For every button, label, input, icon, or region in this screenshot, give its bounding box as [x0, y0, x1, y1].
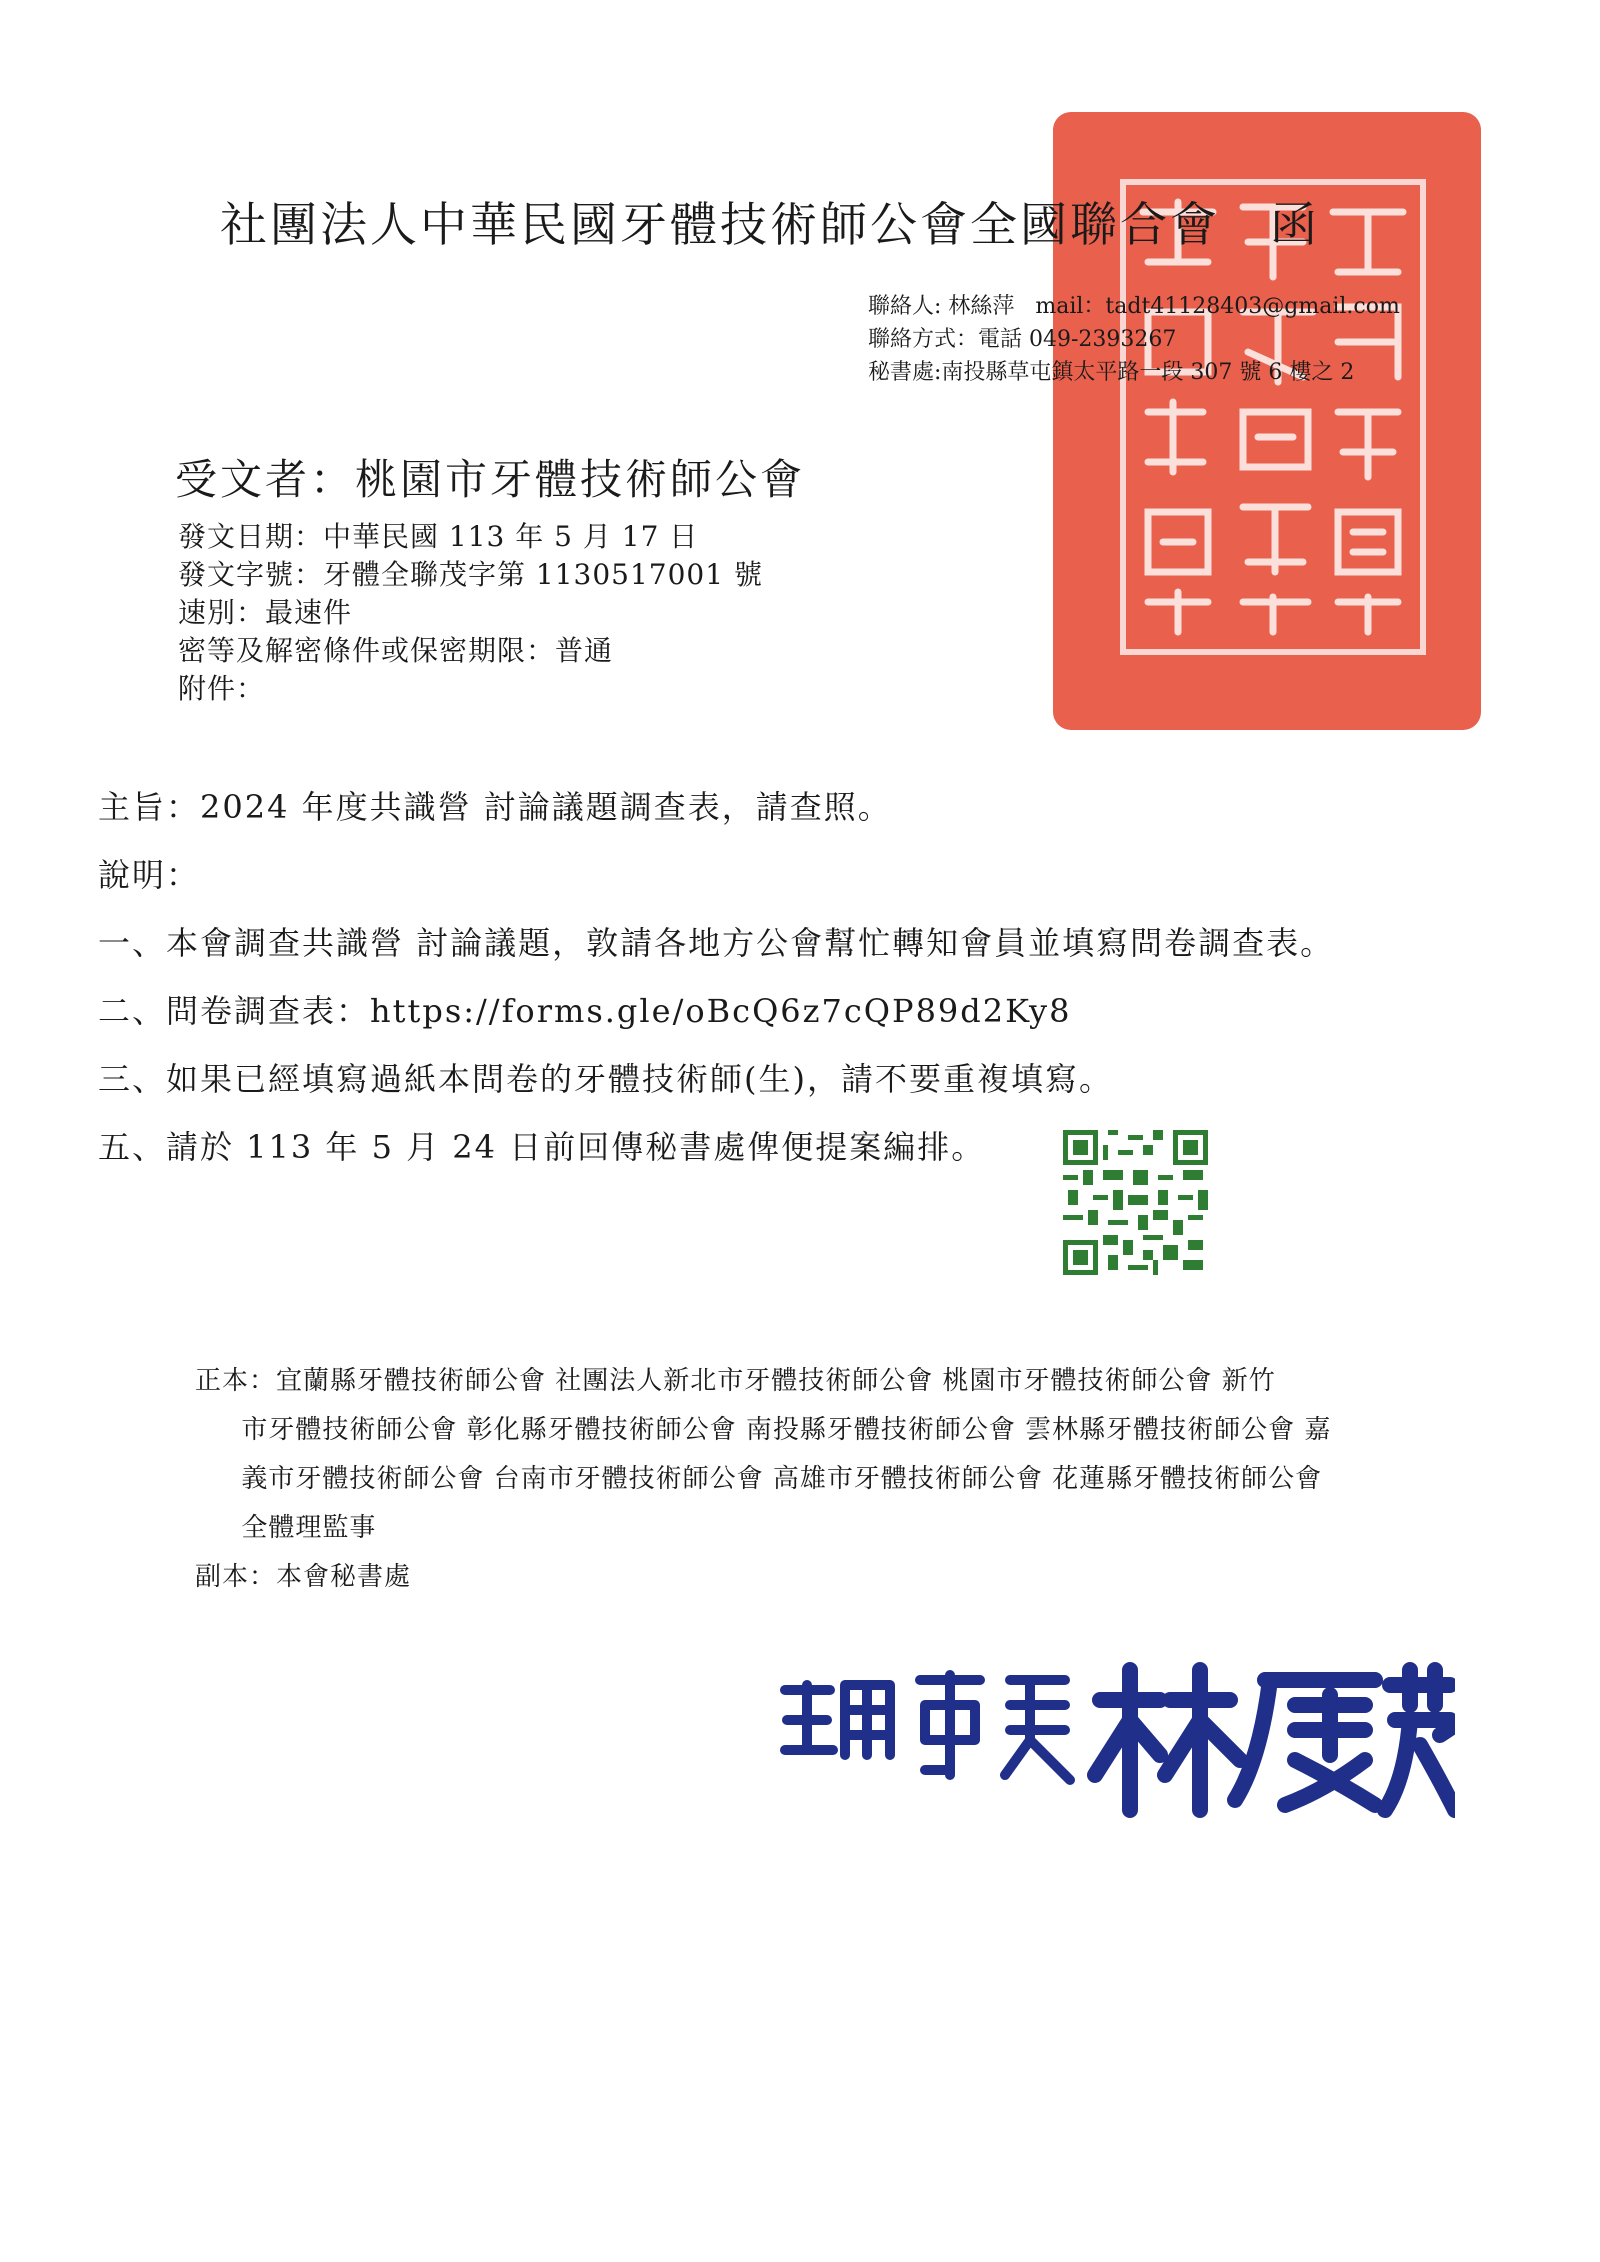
original-recipients-line-2: 市牙體技術師公會 彰化縣牙體技術師公會 南投縣牙體技術師公會 雲林縣牙體技術師公會 嘉 — [195, 1415, 1332, 1445]
document-title: 社團法人中華民國牙體技術師公會全國聯合會 函 — [220, 198, 1320, 253]
contact-info — [868, 290, 1400, 389]
document-number: 發文字號：牙體全聯茂字第 1130517001 號 — [178, 558, 763, 591]
confidentiality: 密等及解密條件或保密期限：普通 — [178, 634, 614, 667]
contact-person: 聯絡人: 林絲萍 mail：tadt41128403@gmail.com — [868, 294, 1400, 319]
issue-date: 發文日期：中華民國 113 年 5 月 17 日 — [178, 520, 699, 553]
contact-address: 秘書處:南投縣草屯鎮太平路一段 307 號 6 樓之 2 — [868, 360, 1355, 385]
original-recipients-line-4: 全體理監事 — [195, 1513, 377, 1543]
explanation-label: 說明： — [98, 856, 201, 894]
contact-phone: 聯絡方式：電話 049-2393267 — [868, 327, 1177, 352]
item-3: 三、如果已經填寫過紙本問卷的牙體技術師(生)，請不要重複填寫。 — [98, 1060, 1113, 1098]
item-1: 一、本會調查共識營 討論議題，敦請各地方公會幫忙轉知會員並填寫問卷調查表。 — [98, 924, 1335, 962]
copy-recipients: 副本：本會秘書處 — [195, 1562, 412, 1592]
distribution-list — [195, 1357, 1331, 1602]
item-5: 五、請於 113 年 5 月 24 日前回傳秘書處俾便提案編排。 — [98, 1128, 986, 1166]
recipient: 受文者：桃園市牙體技術師公會 — [175, 455, 806, 504]
urgency: 速別：最速件 — [178, 596, 353, 629]
chairman-signature — [775, 1650, 1455, 1820]
document-meta — [178, 518, 763, 708]
original-recipients-line-1: 正本：宜蘭縣牙體技術師公會 社團法人新北市牙體技術師公會 桃園市牙體技術師公會 新竹 — [195, 1366, 1276, 1396]
attachments: 附件： — [178, 672, 266, 705]
subject: 主旨：2024 年度共識營 討論議題調查表，請查照。 — [98, 788, 892, 826]
original-recipients-line-3: 義市牙體技術師公會 台南市牙體技術師公會 高雄市牙體技術師公會 花蓮縣牙體技術師公會 — [195, 1464, 1323, 1494]
item-2-survey-link[interactable]: 二、問卷調查表：https://forms.gle/oBcQ6z7cQP89d2Ky8 — [98, 992, 1072, 1030]
qr-code[interactable] — [1063, 1130, 1208, 1275]
